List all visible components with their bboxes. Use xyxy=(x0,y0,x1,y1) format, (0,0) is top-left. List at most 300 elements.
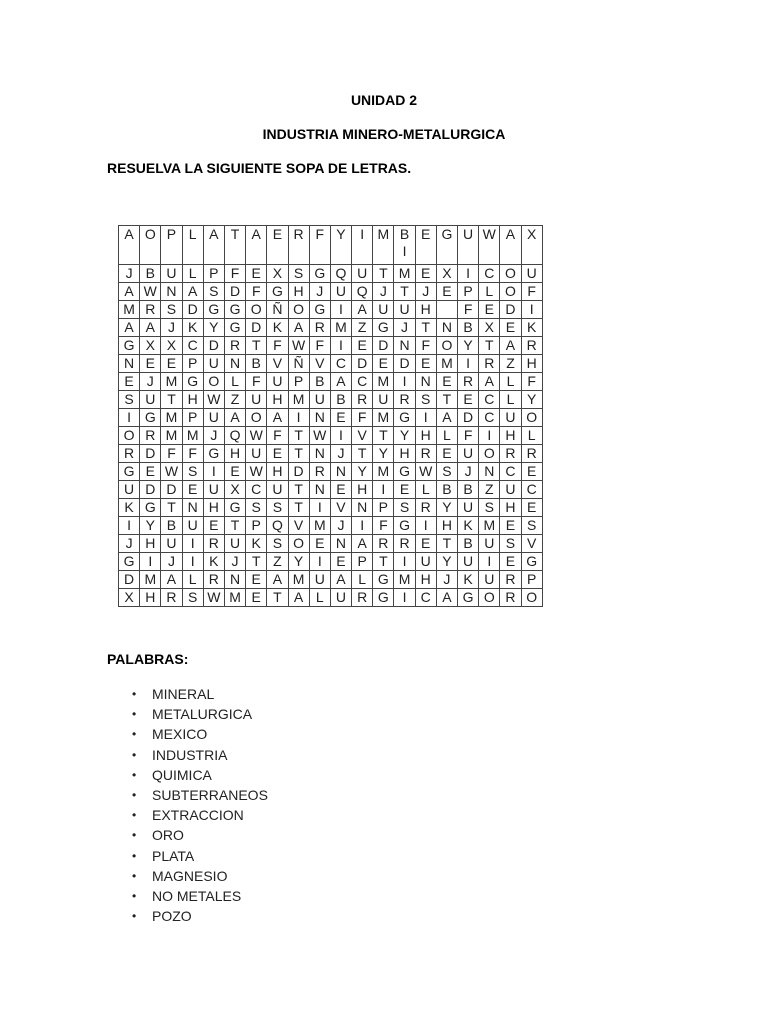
grid-cell: N xyxy=(161,283,182,301)
grid-cell: A xyxy=(246,226,267,265)
word-text: SUBTERRANEOS xyxy=(152,786,268,803)
grid-cell: T xyxy=(288,499,309,517)
bullet-icon: • xyxy=(132,687,137,701)
grid-cell: G xyxy=(394,517,415,535)
grid-cell: N xyxy=(224,355,245,373)
grid-cell: I xyxy=(119,517,140,535)
grid-cell: H xyxy=(182,391,203,409)
grid-cell: L xyxy=(309,589,330,607)
grid-row xyxy=(119,589,543,607)
grid-cell: W xyxy=(309,427,330,445)
grid-row xyxy=(119,301,543,319)
grid-cell: B xyxy=(458,535,479,553)
grid-cell: H xyxy=(288,283,309,301)
grid-cell: B xyxy=(330,391,351,409)
grid-cell: G xyxy=(203,301,224,319)
grid-cell: U xyxy=(458,499,479,517)
grid-cell: A xyxy=(500,226,521,265)
grid-cell: U xyxy=(458,445,479,463)
grid-cell: E xyxy=(140,355,161,373)
grid-cell: T xyxy=(288,427,309,445)
grid-cell: M xyxy=(330,319,351,337)
word-text: NO METALES xyxy=(152,887,242,904)
grid-cell: A xyxy=(267,571,288,589)
grid-cell: T xyxy=(246,337,267,355)
grid-cell: G xyxy=(309,265,330,283)
grid-cell: E xyxy=(161,355,182,373)
grid-cell: P xyxy=(352,553,373,571)
grid-cell: D xyxy=(182,301,203,319)
grid-cell: O xyxy=(521,409,542,427)
grid-cell: J xyxy=(436,571,457,589)
grid-cell: W xyxy=(203,589,224,607)
grid-cell: U xyxy=(479,535,500,553)
grid-cell: R xyxy=(161,589,182,607)
grid-cell: E xyxy=(394,481,415,499)
grid-cell: R xyxy=(309,463,330,481)
grid-cell: H xyxy=(415,427,436,445)
grid-cell: B xyxy=(458,319,479,337)
grid-cell: O xyxy=(436,337,457,355)
grid-cell: E xyxy=(436,445,457,463)
grid-cell: R xyxy=(373,535,394,553)
grid-cell: N xyxy=(394,337,415,355)
grid-cell: R xyxy=(415,499,436,517)
word-text: INDUSTRIA xyxy=(152,746,228,763)
grid-cell: S xyxy=(500,535,521,553)
grid-cell: U xyxy=(267,481,288,499)
word-text: MINERAL xyxy=(152,686,215,702)
grid-cell: O xyxy=(203,373,224,391)
grid-cell: D xyxy=(458,409,479,427)
grid-cell: Y xyxy=(436,499,457,517)
grid-cell: G xyxy=(203,445,224,463)
grid-cell: P xyxy=(373,499,394,517)
grid-cell: E xyxy=(330,481,351,499)
grid-cell: L xyxy=(224,373,245,391)
word-list-item xyxy=(132,684,268,704)
grid-cell: I xyxy=(288,409,309,427)
grid-cell: T xyxy=(436,391,457,409)
grid-cell: Y xyxy=(436,553,457,571)
grid-cell: M xyxy=(182,427,203,445)
word-list-item xyxy=(132,805,268,825)
grid-cell: S xyxy=(182,463,203,481)
bullet-icon: • xyxy=(132,888,137,903)
grid-cell: F xyxy=(224,265,245,283)
grid-cell: A xyxy=(224,409,245,427)
grid-cell: D xyxy=(352,355,373,373)
grid-cell: F xyxy=(373,517,394,535)
grid-cell: J xyxy=(119,535,140,553)
grid-cell: F xyxy=(521,373,542,391)
grid-cell: H xyxy=(140,535,161,553)
word-text: QUIMICA xyxy=(152,766,212,783)
grid-cell: N xyxy=(415,373,436,391)
grid-cell: Y xyxy=(521,391,542,409)
grid-cell: P xyxy=(288,373,309,391)
grid-cell: R xyxy=(203,535,224,553)
grid-cell: A xyxy=(267,409,288,427)
grid-cell: E xyxy=(500,319,521,337)
grid-cell: U xyxy=(203,481,224,499)
unit-title: UNIDAD 2 xyxy=(350,92,418,108)
page-title: INDUSTRIA MINERO-METALURGICA xyxy=(262,126,506,142)
grid-cell: R xyxy=(521,445,542,463)
grid-cell: T xyxy=(352,445,373,463)
grid-cell: A xyxy=(182,283,203,301)
grid-cell: E xyxy=(119,373,140,391)
grid-cell: S xyxy=(415,391,436,409)
grid-cell: Y xyxy=(458,337,479,355)
grid-cell: R xyxy=(309,319,330,337)
grid-cell: T xyxy=(288,445,309,463)
grid-cell: E xyxy=(246,589,267,607)
grid-cell: L xyxy=(182,571,203,589)
grid-cell: U xyxy=(203,409,224,427)
grid-cell: S xyxy=(119,391,140,409)
grid-cell: W xyxy=(203,391,224,409)
grid-cell: N xyxy=(330,463,351,481)
grid-cell: O xyxy=(246,301,267,319)
grid-cell: F xyxy=(309,337,330,355)
word-text: MAGNESIO xyxy=(152,867,228,884)
grid-cell: L xyxy=(415,481,436,499)
grid-cell: M xyxy=(436,355,457,373)
grid-cell: I xyxy=(415,409,436,427)
grid-cell: Y xyxy=(352,463,373,481)
grid-cell: I xyxy=(203,463,224,481)
grid-cell: G xyxy=(119,553,140,571)
grid-cell: T xyxy=(373,553,394,571)
grid-cell: H xyxy=(500,499,521,517)
grid-cell: O xyxy=(288,535,309,553)
word-list-item xyxy=(132,704,268,724)
grid-cell: M xyxy=(309,517,330,535)
grid-cell: B I xyxy=(394,226,415,265)
grid-cell: L xyxy=(521,427,542,445)
word-text: MEXICO xyxy=(152,726,208,743)
word-text: ORO xyxy=(152,827,184,844)
word-search-grid xyxy=(118,225,543,607)
grid-cell: L xyxy=(500,391,521,409)
word-text: METALURGICA xyxy=(152,706,253,723)
grid-cell: E xyxy=(521,499,542,517)
grid-cell: N xyxy=(479,463,500,481)
grid-cell: R xyxy=(352,589,373,607)
grid-cell: R xyxy=(352,391,373,409)
grid-cell: S xyxy=(246,499,267,517)
grid-cell: X xyxy=(267,265,288,283)
grid-cell: A xyxy=(352,301,373,319)
grid-cell: H xyxy=(415,301,436,319)
grid-cell: Z xyxy=(479,481,500,499)
grid-cell: I xyxy=(479,553,500,571)
grid-cell: D xyxy=(500,301,521,319)
grid-cell: U xyxy=(373,301,394,319)
grid-cell: F xyxy=(267,427,288,445)
grid-cell: S xyxy=(267,499,288,517)
grid-cell: Q xyxy=(352,283,373,301)
grid-cell: J xyxy=(373,283,394,301)
grid-cell: V xyxy=(267,355,288,373)
grid-row xyxy=(119,481,543,499)
grid-cell: H xyxy=(352,481,373,499)
grid-cell: U xyxy=(330,283,351,301)
grid-cell: S xyxy=(203,283,224,301)
grid-cell: K xyxy=(458,517,479,535)
grid-cell: H xyxy=(436,517,457,535)
word-list-item xyxy=(132,846,268,866)
grid-cell: C xyxy=(479,265,500,283)
bullet-icon: • xyxy=(132,747,137,762)
grid-cell: E xyxy=(182,481,203,499)
bullet-icon: • xyxy=(132,707,137,722)
word-list-item xyxy=(132,785,268,805)
grid-cell: G xyxy=(373,319,394,337)
grid-cell: O xyxy=(288,301,309,319)
grid-cell: M xyxy=(288,391,309,409)
grid-cell: U xyxy=(182,517,203,535)
words-heading: PALABRAS: xyxy=(107,651,189,667)
grid-cell: V xyxy=(309,355,330,373)
grid-cell: U xyxy=(458,553,479,571)
grid-cell: T xyxy=(161,499,182,517)
grid-cell: O xyxy=(521,589,542,607)
grid-cell: A xyxy=(500,337,521,355)
grid-cell: E xyxy=(203,517,224,535)
grid-cell: R xyxy=(500,445,521,463)
grid-cell: K xyxy=(182,319,203,337)
grid-cell: H xyxy=(394,445,415,463)
grid-cell: E xyxy=(140,463,161,481)
grid-cell: R xyxy=(521,337,542,355)
grid-cell: T xyxy=(267,589,288,607)
grid-cell: A xyxy=(330,373,351,391)
grid-cell: E xyxy=(224,463,245,481)
grid-cell: B xyxy=(161,517,182,535)
grid-cell: Ñ xyxy=(267,301,288,319)
grid-cell: U xyxy=(203,355,224,373)
grid-cell: R xyxy=(119,445,140,463)
grid-cell: P xyxy=(182,409,203,427)
grid-row xyxy=(119,553,543,571)
grid-row xyxy=(119,265,543,283)
grid-cell: M xyxy=(373,409,394,427)
grid-cell: Q xyxy=(224,427,245,445)
grid-cell: N xyxy=(352,499,373,517)
grid-cell: S xyxy=(436,463,457,481)
grid-cell: F xyxy=(246,283,267,301)
word-text: POZO xyxy=(152,908,192,925)
grid-cell: T xyxy=(246,553,267,571)
grid-cell: F xyxy=(415,337,436,355)
grid-cell: K xyxy=(119,499,140,517)
grid-row xyxy=(119,463,543,481)
grid-cell: F xyxy=(267,337,288,355)
grid-cell: H xyxy=(203,499,224,517)
grid-cell: Q xyxy=(267,517,288,535)
grid-cell: B xyxy=(246,355,267,373)
grid-cell: J xyxy=(203,427,224,445)
grid-cell: U xyxy=(309,571,330,589)
grid-cell: O xyxy=(479,445,500,463)
grid-cell: R xyxy=(394,391,415,409)
grid-row xyxy=(119,535,543,553)
grid-cell: G xyxy=(373,571,394,589)
grid-cell: G xyxy=(267,283,288,301)
grid-cell: H xyxy=(267,463,288,481)
grid-cell: U xyxy=(479,571,500,589)
grid-cell: A xyxy=(203,226,224,265)
bullet-icon: • xyxy=(132,767,137,782)
grid-cell: K xyxy=(246,535,267,553)
grid-cell: F xyxy=(246,373,267,391)
grid-cell: S xyxy=(521,517,542,535)
grid-cell: N xyxy=(119,355,140,373)
grid-cell: V xyxy=(352,427,373,445)
grid-cell: Y xyxy=(394,427,415,445)
grid-cell: Z xyxy=(500,355,521,373)
grid-cell: T xyxy=(415,319,436,337)
grid-cell: P xyxy=(246,517,267,535)
grid-cell: C xyxy=(182,337,203,355)
grid-cell: V xyxy=(330,499,351,517)
grid-cell: R xyxy=(458,373,479,391)
grid-cell: L xyxy=(182,226,203,265)
grid-cell: N xyxy=(436,319,457,337)
grid-cell: J xyxy=(415,283,436,301)
bullet-icon: • xyxy=(132,909,137,924)
grid-cell: M xyxy=(161,373,182,391)
grid-cell: A xyxy=(436,589,457,607)
grid-cell: C xyxy=(479,391,500,409)
grid-cell: U xyxy=(415,553,436,571)
grid-cell: J xyxy=(309,283,330,301)
grid-cell: E xyxy=(246,571,267,589)
grid-cell: I xyxy=(182,553,203,571)
grid-cell: G xyxy=(436,226,457,265)
bullet-icon: • xyxy=(132,787,137,802)
word-list-item xyxy=(132,825,268,845)
grid-cell: A xyxy=(288,589,309,607)
grid-cell: F xyxy=(309,226,330,265)
grid-cell: I xyxy=(394,373,415,391)
grid-cell: T xyxy=(373,265,394,283)
grid-cell: X xyxy=(161,337,182,355)
grid-cell: G xyxy=(224,301,245,319)
grid-cell: T xyxy=(373,427,394,445)
grid-cell: M xyxy=(373,373,394,391)
grid-cell: C xyxy=(352,373,373,391)
grid-cell: R xyxy=(415,445,436,463)
grid-cell: L xyxy=(182,265,203,283)
grid-row xyxy=(119,283,543,301)
grid-cell: F xyxy=(458,427,479,445)
grid-cell: R xyxy=(140,301,161,319)
bullet-icon: • xyxy=(132,848,137,863)
grid-cell: I xyxy=(140,553,161,571)
grid-cell: W xyxy=(288,337,309,355)
grid-cell: J xyxy=(330,445,351,463)
grid-cell: Ñ xyxy=(288,355,309,373)
grid-cell: X xyxy=(224,481,245,499)
instruction-text: RESUELVA LA SIGUIENTE SOPA DE LETRAS. xyxy=(107,160,412,176)
grid-cell: S xyxy=(288,265,309,283)
grid-cell: V xyxy=(521,535,542,553)
grid-cell: E xyxy=(415,265,436,283)
grid-cell: I xyxy=(458,355,479,373)
grid-cell: U xyxy=(161,535,182,553)
grid-cell xyxy=(436,301,457,319)
grid-cell: M xyxy=(161,409,182,427)
grid-cell: D xyxy=(224,283,245,301)
grid-cell: E xyxy=(500,553,521,571)
grid-cell: G xyxy=(394,409,415,427)
grid-cell: C xyxy=(521,481,542,499)
grid-cell: U xyxy=(352,265,373,283)
grid-cell: I xyxy=(119,409,140,427)
grid-cell: U xyxy=(458,226,479,265)
grid-cell: A xyxy=(140,319,161,337)
grid-cell: X xyxy=(479,319,500,337)
grid-cell: I xyxy=(352,517,373,535)
grid-cell: N xyxy=(182,499,203,517)
grid-cell: X xyxy=(140,337,161,355)
grid-cell: G xyxy=(458,589,479,607)
grid-cell: S xyxy=(182,589,203,607)
grid-cell: A xyxy=(352,535,373,553)
grid-cell: T xyxy=(224,226,245,265)
grid-cell: R xyxy=(140,427,161,445)
grid-cell: G xyxy=(140,409,161,427)
grid-cell: E xyxy=(246,265,267,283)
grid-cell: X xyxy=(521,226,542,265)
grid-cell: M xyxy=(119,301,140,319)
grid-cell: R xyxy=(500,571,521,589)
grid-cell: I xyxy=(521,301,542,319)
grid-cell: U xyxy=(267,373,288,391)
grid-cell: J xyxy=(394,319,415,337)
grid-cell: U xyxy=(330,589,351,607)
grid-cell: Y xyxy=(373,445,394,463)
word-text: PLATA xyxy=(152,847,195,864)
grid-row xyxy=(119,373,543,391)
grid-cell: D xyxy=(161,481,182,499)
grid-cell: A xyxy=(161,571,182,589)
grid-cell: L xyxy=(479,283,500,301)
grid-cell: J xyxy=(161,553,182,571)
word-list-item xyxy=(132,886,268,906)
grid-cell: U xyxy=(394,301,415,319)
grid-cell: D xyxy=(373,337,394,355)
grid-cell: R xyxy=(394,535,415,553)
grid-row xyxy=(119,337,543,355)
grid-row xyxy=(119,319,543,337)
grid-cell: D xyxy=(140,445,161,463)
grid-cell: U xyxy=(140,391,161,409)
grid-cell: B xyxy=(309,373,330,391)
grid-cell: W xyxy=(161,463,182,481)
grid-cell: R xyxy=(203,571,224,589)
grid-row xyxy=(119,571,543,589)
grid-cell: U xyxy=(246,391,267,409)
grid-cell: G xyxy=(119,337,140,355)
bullet-icon: • xyxy=(132,727,137,742)
grid-cell: M xyxy=(140,571,161,589)
grid-cell: Q xyxy=(330,265,351,283)
grid-cell: V xyxy=(288,517,309,535)
